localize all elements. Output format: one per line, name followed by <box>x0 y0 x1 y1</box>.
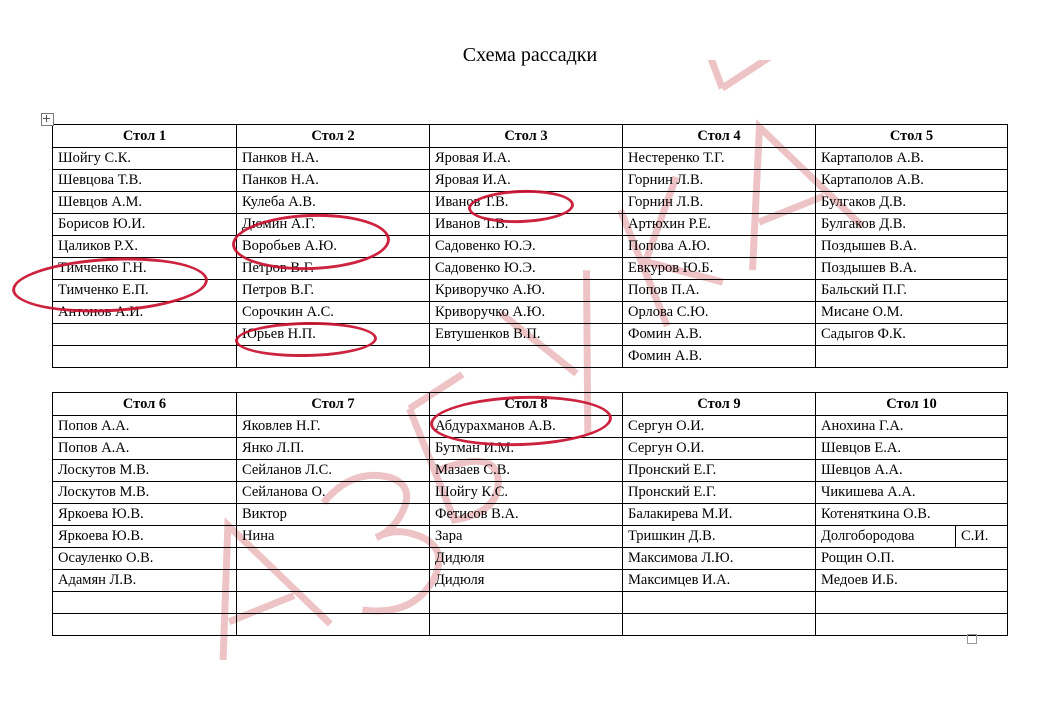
guest-cell[interactable]: Зара <box>430 526 623 548</box>
table-row <box>53 526 1008 548</box>
guest-cell[interactable]: Максимова Л.Ю. <box>623 548 816 570</box>
guest-cell[interactable] <box>53 346 237 368</box>
guest-cell[interactable] <box>237 592 430 614</box>
guest-cell[interactable] <box>816 592 1008 614</box>
guest-cell[interactable]: Дидюля <box>430 548 623 570</box>
guest-cell[interactable]: Мазаев С.В. <box>430 460 623 482</box>
column-header-stol-2: Стол 2 <box>237 125 430 148</box>
guest-cell[interactable]: Булгаков Д.В. <box>816 214 1008 236</box>
guest-cell[interactable]: Шойгу С.К. <box>53 148 237 170</box>
guest-cell[interactable]: Иванов Т.В. <box>430 214 623 236</box>
table-row <box>53 170 1008 192</box>
guest-cell[interactable]: Виктор <box>237 504 430 526</box>
guest-cell[interactable]: Балакирева М.И. <box>623 504 816 526</box>
guest-cell[interactable]: Лоскутов М.В. <box>53 482 237 504</box>
guest-cell[interactable]: Шойгу К.С. <box>430 482 623 504</box>
guest-cell[interactable]: Осауленко О.В. <box>53 548 237 570</box>
table-row <box>53 482 1008 504</box>
guest-cell[interactable]: Шевцов А.А. <box>816 460 1008 482</box>
column-header-stol-4: Стол 4 <box>623 125 816 148</box>
guest-cell[interactable] <box>53 592 237 614</box>
guest-cell[interactable]: Поздышев В.А. <box>816 236 1008 258</box>
guest-cell[interactable]: Панков Н.А. <box>237 148 430 170</box>
guest-cell[interactable]: Кулеба А.В. <box>237 192 430 214</box>
table-row <box>53 460 1008 482</box>
guest-cell[interactable] <box>430 346 623 368</box>
guest-cell[interactable] <box>53 324 237 346</box>
guest-cell[interactable]: Сейланов Л.С. <box>237 460 430 482</box>
guest-cell[interactable] <box>53 614 237 636</box>
guest-cell[interactable]: Садовенко Ю.Э. <box>430 236 623 258</box>
guest-cell[interactable]: Дюмин А.Г. <box>237 214 430 236</box>
guest-cell[interactable] <box>430 592 623 614</box>
guest-cell[interactable]: Булгаков Д.В. <box>816 192 1008 214</box>
guest-cell[interactable]: Сорочкин А.С. <box>237 302 430 324</box>
guest-cell[interactable]: Поздышев В.А. <box>816 258 1008 280</box>
guest-cell[interactable]: Шевцов Е.А. <box>816 438 1008 460</box>
seating-table-1 <box>52 124 1008 368</box>
guest-cell[interactable]: Попова А.Ю. <box>623 236 816 258</box>
guest-cell[interactable]: Сергун О.И. <box>623 438 816 460</box>
guest-cell[interactable]: Бутман И.М. <box>430 438 623 460</box>
guest-cell[interactable]: Тимченко Г.Н. <box>53 258 237 280</box>
guest-cell[interactable]: Фетисов В.А. <box>430 504 623 526</box>
guest-cell[interactable]: Антонов А.И. <box>53 302 237 324</box>
column-header-stol-9: Стол 9 <box>623 393 816 416</box>
guest-cell[interactable] <box>816 346 1008 368</box>
column-header-stol-8: Стол 8 <box>430 393 623 416</box>
guest-cell[interactable]: Рощин О.П. <box>816 548 1008 570</box>
guest-cell[interactable]: Медоев И.Б. <box>816 570 1008 592</box>
guest-cell[interactable]: Пронский Е.Г. <box>623 460 816 482</box>
guest-cell[interactable]: Воробьев А.Ю. <box>237 236 430 258</box>
guest-cell[interactable]: Шевцов А.М. <box>53 192 237 214</box>
table-row <box>53 592 1008 614</box>
guest-cell[interactable]: Садыгов Ф.К. <box>816 324 1008 346</box>
guest-cell[interactable]: Горнин Л.В. <box>623 192 816 214</box>
guest-cell[interactable]: Мисане О.М. <box>816 302 1008 324</box>
column-header-stol-10: Стол 10 <box>816 393 1008 416</box>
guest-cell[interactable]: Евкуров Ю.Б. <box>623 258 816 280</box>
table-row <box>53 614 1008 636</box>
table-row <box>53 324 1008 346</box>
guest-cell[interactable]: Анохина Г.А. <box>816 416 1008 438</box>
end-of-document-marker <box>967 634 977 644</box>
guest-cell[interactable]: Яровая И.А. <box>430 148 623 170</box>
guest-cell[interactable]: Чикишева А.А. <box>816 482 1008 504</box>
table-row <box>53 148 1008 170</box>
guest-cell[interactable]: Садовенко Ю.Э. <box>430 258 623 280</box>
column-header-stol-1: Стол 1 <box>53 125 237 148</box>
table-row <box>53 504 1008 526</box>
guest-cell[interactable]: Картаполов А.В. <box>816 170 1008 192</box>
guest-cell[interactable]: Попов А.А. <box>53 416 237 438</box>
guest-cell[interactable] <box>816 614 1008 636</box>
guest-cell[interactable] <box>430 614 623 636</box>
guest-cell[interactable]: Шевцова Т.В. <box>53 170 237 192</box>
guest-cell[interactable] <box>623 614 816 636</box>
guest-cell[interactable]: Тришкин Д.В. <box>623 526 816 548</box>
guest-cell-initials[interactable]: С.И. <box>956 526 1008 548</box>
guest-cell[interactable]: Яркоева Ю.В. <box>53 526 237 548</box>
column-header-stol-6: Стол 6 <box>53 393 237 416</box>
guest-cell[interactable]: Попов А.А. <box>53 438 237 460</box>
guest-cell[interactable]: Картаполов А.В. <box>816 148 1008 170</box>
column-header-stol-7: Стол 7 <box>237 393 430 416</box>
guest-cell[interactable] <box>237 570 430 592</box>
guest-cell[interactable]: Юрьев Н.П. <box>237 324 430 346</box>
guest-cell[interactable]: Горнин Л.В. <box>623 170 816 192</box>
guest-cell[interactable] <box>237 614 430 636</box>
guest-cell[interactable]: Тимченко Е.П. <box>53 280 237 302</box>
column-header-stol-5: Стол 5 <box>816 125 1008 148</box>
guest-cell[interactable]: Сейланова О. <box>237 482 430 504</box>
guest-cell[interactable]: Лоскутов М.В. <box>53 460 237 482</box>
move-table-handle-icon[interactable] <box>41 113 54 126</box>
guest-cell[interactable]: Котеняткина О.В. <box>816 504 1008 526</box>
guest-cell[interactable]: Попов П.А. <box>623 280 816 302</box>
guest-cell[interactable]: Дидюля <box>430 570 623 592</box>
table-row <box>53 548 1008 570</box>
guest-cell[interactable]: Фомин А.В. <box>623 346 816 368</box>
guest-cell[interactable]: Евтушенков В.П. <box>430 324 623 346</box>
guest-cell[interactable]: Нина <box>237 526 430 548</box>
guest-cell[interactable]: Нестеренко Т.Г. <box>623 148 816 170</box>
guest-cell[interactable]: Долгобородова <box>816 526 956 548</box>
guest-cell[interactable]: Криворучко А.Ю. <box>430 280 623 302</box>
guest-cell[interactable]: Цаликов Р.Х. <box>53 236 237 258</box>
guest-cell[interactable]: Абдурахманов А.В. <box>430 416 623 438</box>
table-row <box>53 302 1008 324</box>
guest-cell[interactable]: Петров В.Г. <box>237 280 430 302</box>
guest-cell[interactable]: Панков Н.А. <box>237 170 430 192</box>
guest-cell[interactable]: Иванов Т.В. <box>430 192 623 214</box>
guest-cell[interactable]: Янко Л.П. <box>237 438 430 460</box>
guest-cell[interactable]: Фомин А.В. <box>623 324 816 346</box>
guest-cell[interactable]: Яковлев Н.Г. <box>237 416 430 438</box>
guest-cell[interactable]: Сергун О.И. <box>623 416 816 438</box>
guest-cell[interactable]: Артюхин Р.Е. <box>623 214 816 236</box>
table-header-row <box>53 125 1008 148</box>
guest-cell[interactable]: Адамян Л.В. <box>53 570 237 592</box>
guest-cell[interactable]: Яркоева Ю.В. <box>53 504 237 526</box>
guest-cell[interactable]: Петров В.Г. <box>237 258 430 280</box>
table-row <box>53 346 1008 368</box>
guest-cell[interactable]: Криворучко А.Ю. <box>430 302 623 324</box>
guest-cell[interactable]: Яровая И.А. <box>430 170 623 192</box>
guest-cell[interactable]: Борисов Ю.И. <box>53 214 237 236</box>
guest-cell[interactable]: Пронский Е.Г. <box>623 482 816 504</box>
guest-cell[interactable] <box>623 592 816 614</box>
guest-cell[interactable]: Максимцев И.А. <box>623 570 816 592</box>
table-row <box>53 570 1008 592</box>
table-row <box>53 236 1008 258</box>
page-title: Схема рассадки <box>462 44 598 66</box>
guest-cell[interactable]: Бальский П.Г. <box>816 280 1008 302</box>
guest-cell[interactable] <box>237 548 430 570</box>
guest-cell[interactable]: Орлова С.Ю. <box>623 302 816 324</box>
column-header-stol-3: Стол 3 <box>430 125 623 148</box>
